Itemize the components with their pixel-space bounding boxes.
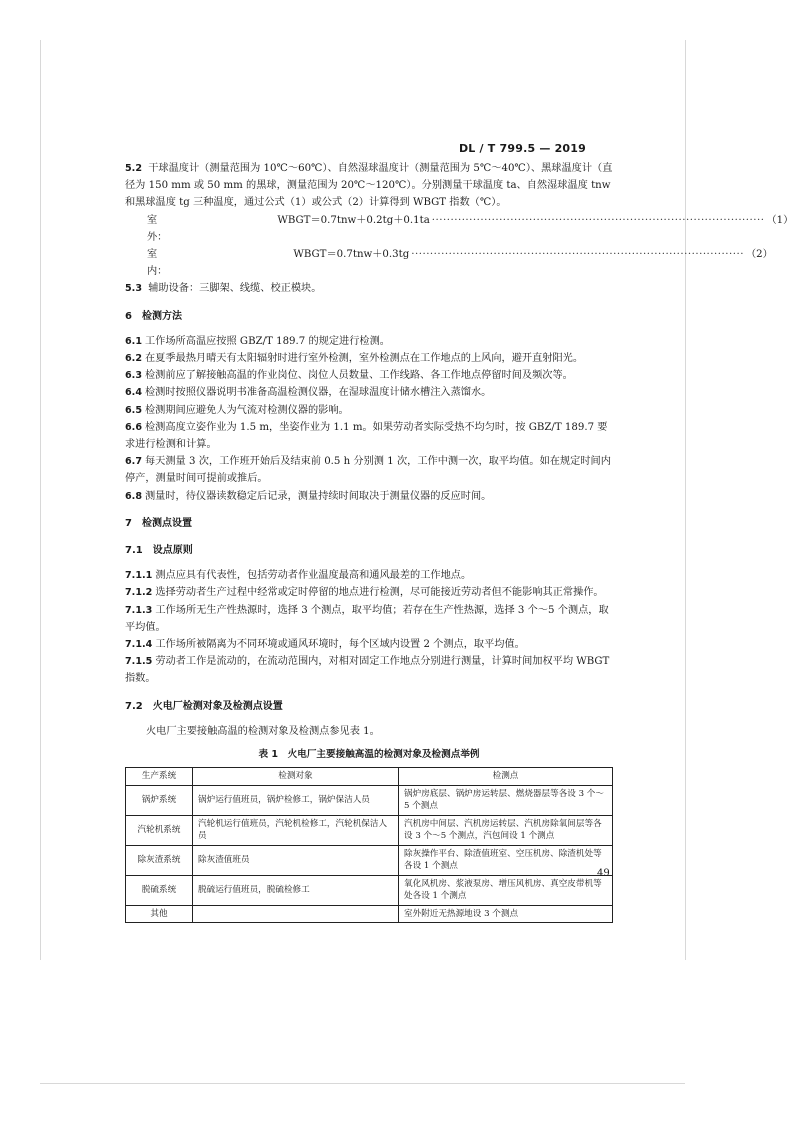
paragraph-6-8: 6.8 测量时，待仪器读数稳定后记录，测量持续时间取决于测量仪器的反应时间。 — [125, 490, 492, 502]
table-cell: 锅炉系统 — [126, 785, 193, 815]
paragraph-6-2: 6.2 在夏季最热月晴天有太阳辐射时进行室外检测，室外检测点在工作地点的上风向，避开直射阳光。 — [125, 353, 584, 365]
formula-1-leader: ························································································· — [431, 214, 765, 226]
page-right-border — [685, 40, 686, 960]
document-code: DL / T 799.5 — 2019 — [458, 142, 586, 155]
column-header-system: 生产系统 — [126, 768, 193, 786]
table-cell: 汽轮机系统 — [126, 815, 193, 845]
paragraph-7-1-3: 7.1.3 工作场所无生产性热源时，选择 3 个测点，取平均值；若存在生产性热源，选择 3 个～5 个测点，取平均值。 — [125, 604, 609, 633]
section-7-1-heading: 7.1 设点原则 — [125, 545, 193, 557]
table-cell: 氧化风机房、浆液泵房、增压风机房、真空皮带机等处各设 1 个测点 — [399, 875, 613, 905]
table-cell: 锅炉运行值班员，锅炉检修工，锅炉保洁人员 — [193, 785, 399, 815]
paragraph-7-1-4: 7.1.4 工作场所被隔离为不同环境或通风环境时，每个区域内设置 2 个测点，取平均值。 — [125, 639, 525, 651]
paragraph-6-4: 6.4 检测时按照仪器说明书准备高温检测仪器，在湿球温度计储水槽注入蒸馏水。 — [125, 387, 492, 399]
formula-1-number: （1） — [766, 214, 793, 226]
paragraph-7-1-2: 7.1.2 选择劳动者生产过程中经常或定时停留的地点进行检测，尽可能接近劳动者但不能影响其正常操作。 — [125, 587, 604, 599]
table-row — [126, 785, 613, 815]
table-cell: 其他 — [126, 905, 193, 923]
table-row — [126, 815, 613, 845]
formula-2-expression: WBGT＝0.7tnw＋0.3tg — [293, 249, 410, 261]
table-cell: 脱硫运行值班员，脱硫检修工 — [193, 875, 399, 905]
formula-2-location: 室内： — [147, 249, 168, 278]
table-header-row — [126, 768, 613, 786]
paragraph-6-6: 6.6 检测高度立姿作业为 1.5 m，坐姿作业为 1.1 m。如果劳动者实际受热不均匀时，按 GBZ/T 189.7 要求进行检测和计算。 — [125, 421, 608, 451]
page-number: 49 — [597, 868, 610, 879]
paragraph-7-1-1: 7.1.1 测点应具有代表性，包括劳动者作业温度最高和通风最差的工作地点。 — [125, 570, 472, 582]
table-cell: 除灰渣值班员 — [193, 845, 399, 875]
paragraph-6-5: 6.5 检测期间应避免人为气流对检测仪器的影响。 — [125, 404, 349, 416]
section-7-heading: 7 检测点设置 — [125, 517, 192, 529]
formula-1 — [125, 212, 793, 246]
table-cell: 脱硫系统 — [126, 875, 193, 905]
paragraph-6-1: 6.1 工作场所高温应按照 GBZ/T 189.7 的规定进行检测。 — [125, 335, 390, 347]
page-content — [125, 160, 793, 923]
page-left-border — [40, 40, 41, 960]
formula-1-expression: WBGT＝0.7tnw＋0.2tg＋0.1ta — [277, 214, 430, 226]
page-bottom-border — [40, 1083, 685, 1084]
formula-2 — [125, 246, 773, 280]
paragraph-5-3: 5.3 辅助设备：三脚架、线缆、校正模块。 — [125, 283, 322, 295]
table-row — [126, 905, 613, 923]
paragraph-6-7: 6.7 每天测量 3 次，工作班开始后及结束前 0.5 h 分别测 1 次，工作中测一次，取平均值。如在规定时间内停产，测量时间可提前或推后。 — [125, 456, 611, 485]
section-6-heading: 6 检测方法 — [125, 310, 182, 322]
table-cell: 汽机房中间层、汽机房运转层、汽机房除氧间层等各设 3 个～5 个测点，汽包间设 1 个测点 — [399, 815, 613, 845]
formula-2-leader: ························································································· — [411, 249, 744, 261]
formula-2-number: （2） — [745, 249, 773, 261]
paragraph-6-3: 6.3 检测前应了解接触高温的作业岗位、岗位人员数量、工作线路、各工作地点停留时间及频次等。 — [125, 370, 573, 382]
table-cell: 汽轮机运行值班员，汽轮机检修工，汽轮机保洁人员 — [193, 815, 399, 845]
paragraph-7-2: 火电厂主要接触高温的检测对象及检测点参见表 1。 — [146, 725, 380, 737]
table-row — [126, 845, 613, 875]
formula-1-location: 室外： — [147, 214, 168, 243]
section-7-2-heading: 7.2 火电厂检测对象及检测点设置 — [125, 700, 283, 712]
table-cell: 室外附近无热源地设 3 个测点 — [399, 905, 613, 923]
column-header-object: 检测对象 — [193, 768, 399, 786]
table-cell: 除灰渣系统 — [126, 845, 193, 875]
paragraph-7-1-5: 7.1.5 劳动者工作是流动的，在流动范围内，对相对固定工作地点分别进行测量，计算时间加权平均 WBGT 指数。 — [125, 656, 610, 685]
paragraph-5-2: 5.2 干球温度计（测量范围为 10℃～60℃）、自然湿球温度计（测量范围为 5℃～40℃）、黑球温度计（直径为 150 mm 或 50 mm 的黑球，测量范围为 20℃～120℃）。分别测量干球温度 ta、自然湿球温度 tnw 和黑球温度 tg 三种温度，通过公式（1）或公式（2）计算得到 WBGT 指数（℃）。 — [125, 163, 613, 209]
table-1 — [125, 767, 613, 923]
table-cell: 除灰操作平台、除渣值班室、空压机房、除渣机处等各设 1 个测点 — [399, 845, 613, 875]
table-1-caption: 表 1 火电厂主要接触高温的检测对象及检测点举例 — [258, 749, 480, 761]
table-cell — [193, 905, 399, 923]
table-cell: 锅炉房底层、锅炉房运转层、燃烧器层等各设 3 个～5 个测点 — [399, 785, 613, 815]
table-row — [126, 875, 613, 905]
column-header-point: 检测点 — [399, 768, 613, 786]
